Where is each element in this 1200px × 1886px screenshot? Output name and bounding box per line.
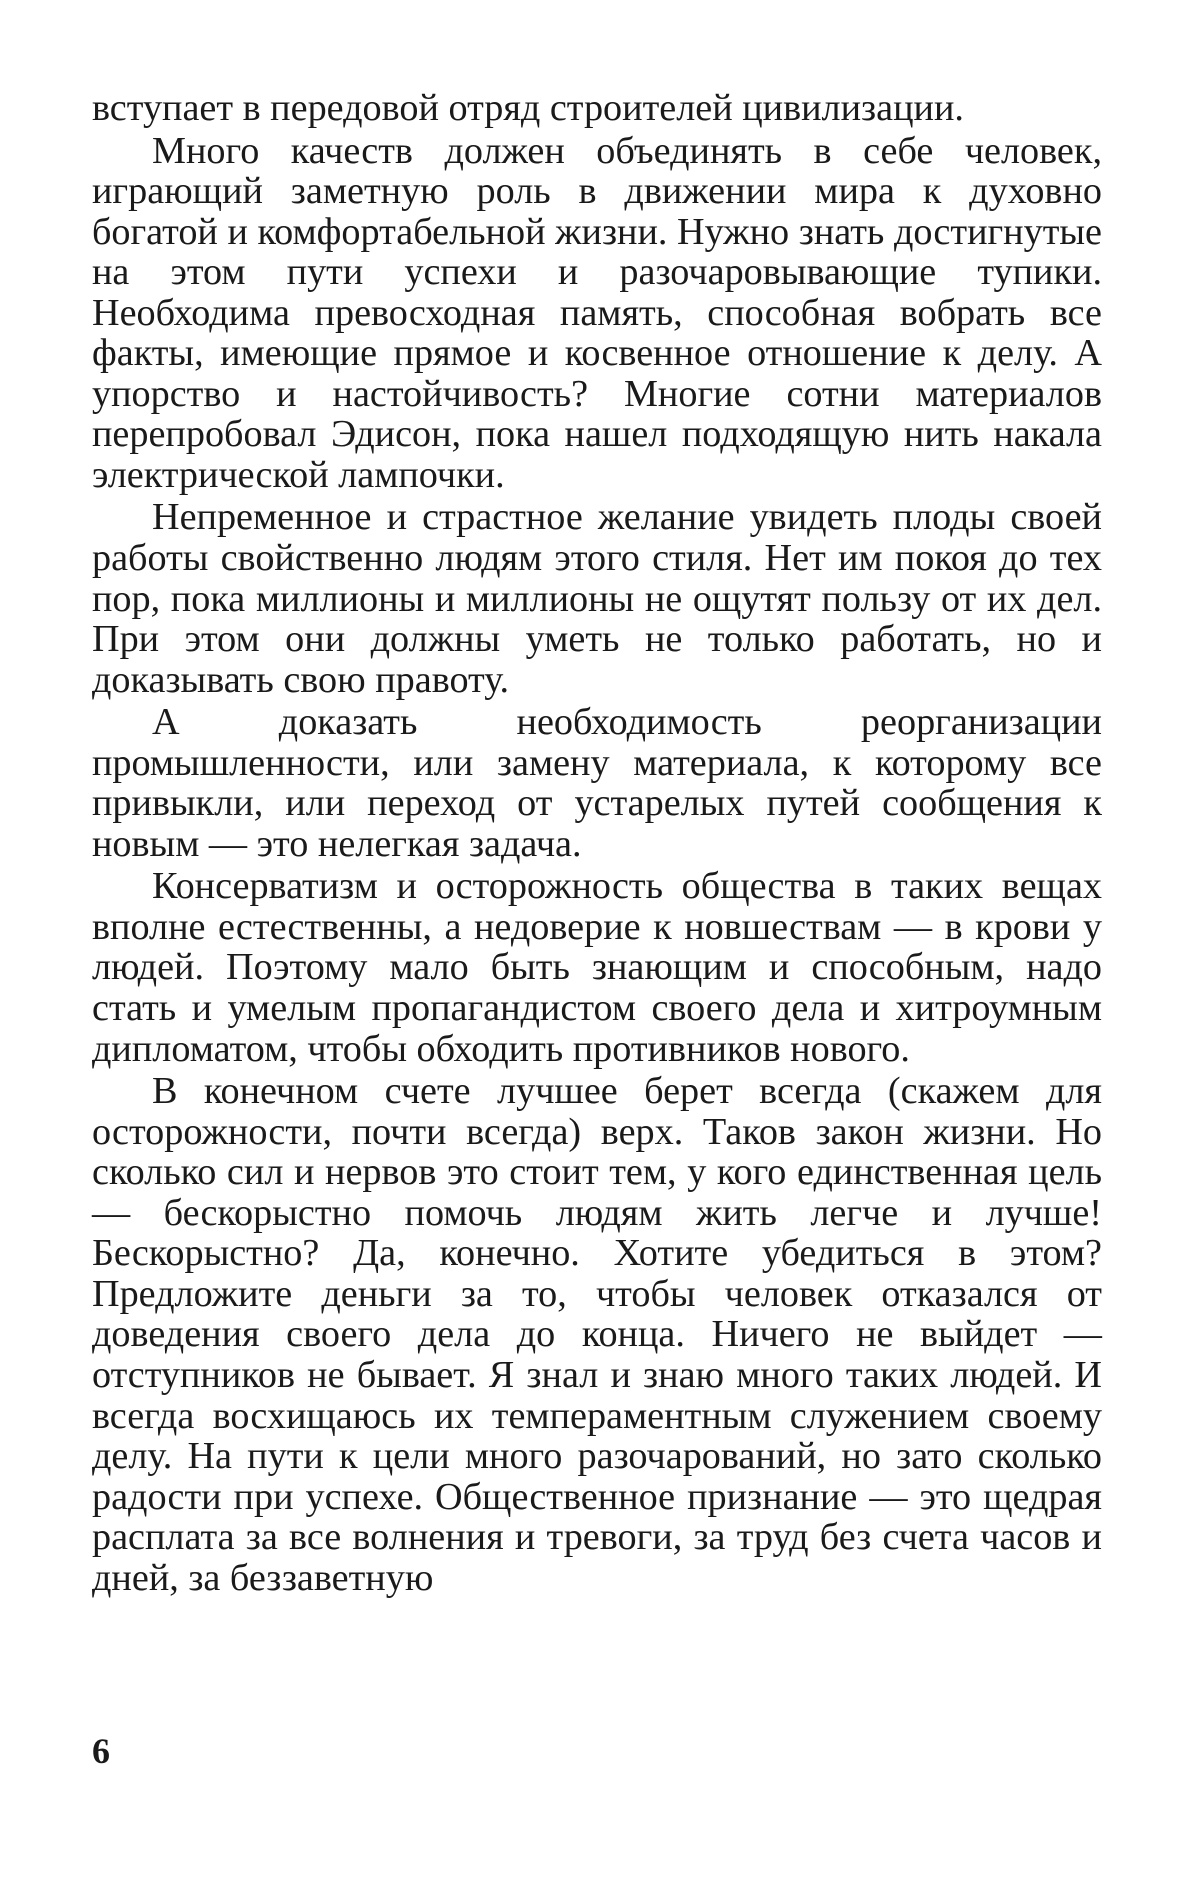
paragraph: В конечном счете лучшее берет всегда (скажем для осторожности, почти всегда) верх. Таков закон жизни. Но сколько сил и нервов это стоит тем, у кого единственная цель — бескорыстно помочь людям жить легче и лучше! Бескорыстно? Да, конечно. Хотите убедиться в этом? Предложите деньги за то, чтобы человек отказался от доведения своего дела до конца. Ничего не выйдет — отступников не бывает. Я знал и знаю много таких людей. И всегда восхищаюсь их темпераментным служением своему делу. На пути к цели много разочарований, но зато сколько радости при успехе. Общественное признание — это щедрая расплата за все волнения и тревоги, за труд без счета часов и дней, за беззаветную [92,1070,1102,1599]
paragraph: Непременное и страстное желание увидеть плоды своей работы свойственно людям этого стиля. Нет им покоя до тех пор, пока миллионы и миллионы не ощутят пользу от их дел. При этом они должны уметь не только работать, но и доказывать свою правоту. [92,496,1102,701]
paragraph: А доказать необходимость реорганизации промышленности, или замену материала, к которому все привыкли, или переход от устарелых путей сообщения к новым — это нелегкая задача. [92,701,1102,865]
paragraph: Много качеств должен объединять в себе человек, играющий заметную роль в движении мира к духовно богатой и комфортабельной жизни. Нужно знать достигнутые на этом пути успехи и разочаровывающие тупики. Необходима превосходная память, способная вобрать все факты, имеющие прямое и косвенное отношение к делу. А упорство и настойчивость? Многие сотни материалов перепробовал Эдисон, пока нашел подходящую нить накала электрической лампочки. [92,129,1102,496]
page-number: 6 [92,1731,110,1771]
paragraph-continued: вступает в передовой отряд строителей цивилизации. [92,87,964,129]
paragraph: Консерватизм и осторожность общества в таких вещах вполне естественны, а недоверие к новшествам — в крови у людей. Поэтому мало быть знающим и способным, надо стать и умелым пропагандистом своего дела и хитроумным дипломатом, чтобы обходить противников нового. [92,865,1102,1070]
page-body [92,88,1102,1598]
